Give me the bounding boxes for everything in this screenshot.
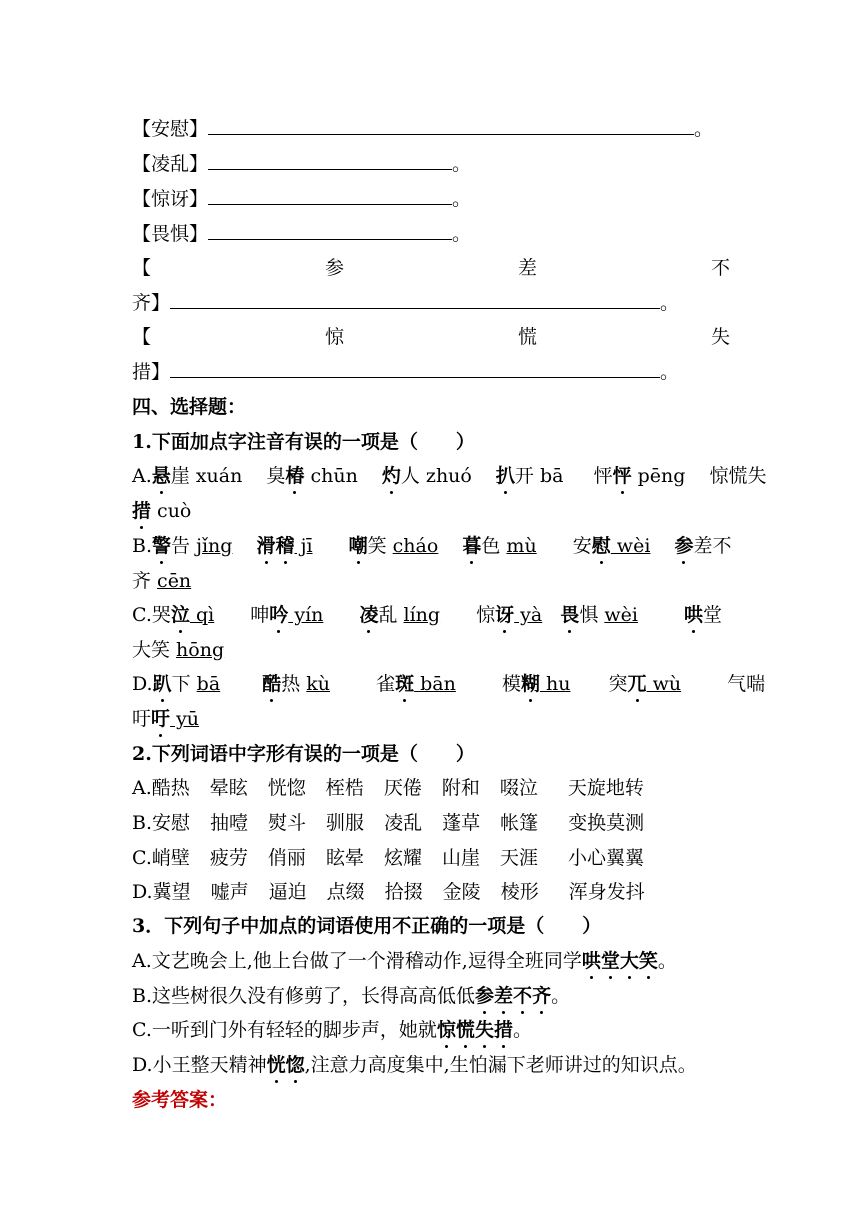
q3-option-c[interactable] — [132, 1015, 532, 1042]
fill-jinghuang-line2 — [132, 357, 679, 384]
word: 惊 — [476, 604, 496, 626]
word: 点缀 — [326, 881, 365, 903]
pinyin: jǐng — [196, 535, 233, 557]
word: 凌乱 — [384, 812, 423, 834]
fill-anwei — [132, 114, 713, 141]
word: 小心翼翼 — [568, 847, 645, 869]
q1-option-a-cont — [132, 496, 191, 523]
fill-jinghuang-line1 — [132, 322, 730, 349]
pinyin: wèi — [610, 535, 651, 557]
q3-option-d[interactable] — [132, 1050, 697, 1077]
word: 啜泣 — [499, 777, 538, 799]
dotted-char: 参 — [674, 531, 693, 558]
dotted-char: 齐 — [532, 981, 551, 1008]
pinyin: yín — [288, 604, 324, 626]
fill-weiju — [132, 219, 471, 246]
dotted-char: 惚 — [286, 1050, 305, 1077]
word: 乱 — [378, 604, 404, 626]
dotted-char: 慰 — [592, 531, 611, 558]
term-label: 【凌乱】 — [132, 153, 209, 175]
term-label: 【安慰】 — [132, 118, 209, 140]
word: 崖 xuán — [170, 465, 243, 487]
word: 惧 — [579, 604, 605, 626]
fill-lingluan — [132, 149, 471, 176]
word: 齐 — [132, 570, 158, 592]
fill-cenci-line1 — [132, 253, 730, 280]
word: 变换莫测 — [568, 812, 645, 834]
word: 告 — [171, 535, 197, 557]
word: 棱形 — [500, 881, 539, 903]
dotted-char: 哄 — [684, 600, 703, 627]
term-char: 齐】 — [132, 292, 171, 314]
word: 惊慌失 — [709, 465, 767, 487]
term-char: 不 — [710, 257, 730, 279]
pinyin: cuò — [151, 500, 192, 522]
period: 。 — [660, 361, 680, 383]
dotted-char: 泣 — [171, 600, 190, 627]
pinyin: pēng — [631, 465, 686, 487]
pinyin: cháo — [392, 535, 439, 557]
word: 天旋地转 — [567, 777, 644, 799]
word: 呻 — [250, 604, 270, 626]
q1-option-b[interactable] — [132, 531, 731, 558]
term-label: 【惊讶】 — [132, 188, 209, 210]
word: 恍惚 — [267, 777, 306, 799]
sentence-end: 。 — [551, 985, 571, 1007]
q1-option-c[interactable] — [132, 600, 722, 627]
word: 色 — [481, 535, 507, 557]
dotted-char: 稽 — [276, 531, 295, 558]
word: 抽噎 — [210, 812, 249, 834]
dotted-char: 差 — [494, 981, 513, 1008]
dotted-char: 酷 — [262, 669, 281, 696]
q2-option-c[interactable] — [132, 843, 644, 870]
pinyin: yū — [170, 708, 200, 730]
fill-cenci-line2 — [132, 288, 679, 315]
dotted-char: 椿 — [285, 461, 304, 488]
word: 人 zhuó — [400, 465, 472, 487]
word: 俏丽 — [267, 847, 306, 869]
answer-blank[interactable] — [208, 116, 694, 135]
period: 。 — [452, 153, 472, 175]
word: 差不 — [693, 535, 732, 557]
word: 安 — [572, 535, 592, 557]
word: 蓬草 — [442, 812, 481, 834]
q1-option-c-cont — [132, 635, 224, 662]
word: 厌倦 — [383, 777, 422, 799]
term-char: 参 — [324, 257, 344, 279]
word: 山崖 — [441, 847, 480, 869]
word: 帐篷 — [500, 812, 539, 834]
sentence: A.文艺晚会上,他上台做了一个滑稽动作,逗得全班同学 — [132, 950, 582, 972]
term-char: 【 — [132, 326, 152, 348]
term-char: 措】 — [132, 361, 171, 383]
dotted-char: 灼 — [382, 461, 401, 488]
dotted-char: 堂 — [601, 946, 620, 973]
word: 雀 — [376, 673, 396, 695]
word: 熨斗 — [268, 812, 307, 834]
pinyin: hōng — [176, 639, 225, 661]
q2-option-d[interactable] — [132, 877, 645, 904]
word: 天涯 — [499, 847, 538, 869]
period: 。 — [694, 118, 714, 140]
pinyin: kù — [306, 673, 331, 695]
sentence-end: ,注意力高度集中,生怕漏下老师讲过的知识点。 — [304, 1054, 697, 1076]
q1-option-b-cont — [132, 566, 191, 593]
dotted-char: 警 — [152, 531, 171, 558]
dotted-char: 糊 — [521, 669, 540, 696]
answer-blank[interactable] — [208, 186, 452, 205]
option-letter: B. — [132, 535, 153, 557]
dotted-char: 怦 — [613, 461, 632, 488]
q3-stem: 3．下列句子中加点的词语使用不正确的一项是（ ） — [132, 915, 602, 937]
dotted-char: 兀 — [628, 669, 647, 696]
pinyin: bā — [196, 673, 221, 695]
pinyin: chūn — [304, 465, 358, 487]
word: 堂 — [703, 604, 723, 626]
dotted-char: 慌 — [456, 1015, 475, 1042]
term-char: 【 — [132, 257, 152, 279]
word: 下 — [171, 673, 197, 695]
dotted-char: 暮 — [462, 531, 481, 558]
answer-blank[interactable] — [170, 290, 660, 309]
word: 桎梏 — [325, 777, 364, 799]
word: 开 bā — [514, 465, 564, 487]
word: 眩晕 — [325, 847, 364, 869]
q2-option-b[interactable] — [132, 808, 644, 835]
pinyin: hu — [539, 673, 571, 695]
sentence: C.一听到门外有轻轻的脚步声，她就 — [132, 1019, 437, 1041]
dotted-char: 惊 — [437, 1015, 456, 1042]
pinyin: líng — [403, 604, 441, 626]
word: 晕眩 — [209, 777, 248, 799]
dotted-char: 笑 — [639, 946, 658, 973]
sentence-end: 。 — [512, 1019, 532, 1041]
period: 。 — [452, 223, 472, 245]
word: 金陵 — [442, 881, 481, 903]
term-char: 差 — [517, 257, 537, 279]
q1-stem: 1.下面加点字注音有误的一项是（ ） — [132, 431, 475, 453]
dotted-char: 哄 — [582, 946, 601, 973]
answer-title: 参考答案： — [132, 1089, 228, 1111]
word: 臭 — [266, 465, 286, 487]
pinyin: cēn — [157, 570, 192, 592]
dotted-char: 滑 — [257, 531, 276, 558]
word: A.酷热 — [132, 777, 190, 799]
word: B.安慰 — [132, 812, 191, 834]
q1-option-a[interactable] — [132, 461, 766, 488]
pinyin: bān — [414, 673, 456, 695]
word: 大笑 — [132, 639, 177, 661]
dotted-char: 趴 — [153, 669, 172, 696]
dotted-char: 讶 — [495, 600, 514, 627]
term-label: 【畏惧】 — [132, 223, 209, 245]
q2-stem: 2.下列词语中字形有误的一项是（ ） — [132, 743, 475, 765]
pinyin: yà — [514, 604, 543, 626]
q2-option-a[interactable] — [132, 773, 644, 800]
word: 浑身发抖 — [568, 881, 645, 903]
q1-option-d[interactable] — [132, 669, 765, 696]
dotted-char: 大 — [620, 946, 639, 973]
q3-option-b[interactable] — [132, 981, 570, 1008]
pinyin: qì — [189, 604, 215, 626]
word: 附和 — [441, 777, 480, 799]
pinyin: mù — [506, 535, 537, 557]
word: C.峭壁 — [132, 847, 190, 869]
option-letter: A. — [132, 465, 152, 487]
dotted-char: 扒 — [496, 461, 515, 488]
dotted-char: 畏 — [560, 600, 579, 627]
answer-blank[interactable] — [208, 151, 452, 170]
term-char: 失 — [710, 326, 730, 348]
q3-option-a[interactable] — [132, 946, 677, 973]
pinyin: jī — [294, 535, 313, 557]
word: 突 — [608, 673, 628, 695]
sentence: D.小王整天精神 — [132, 1054, 267, 1076]
word: 模 — [501, 673, 521, 695]
dotted-char: 恍 — [267, 1050, 286, 1077]
pinyin: wèi — [604, 604, 638, 626]
dotted-char: 措 — [132, 496, 151, 523]
period: 。 — [660, 292, 680, 314]
dotted-char: 不 — [513, 981, 532, 1008]
word: 热 — [281, 673, 307, 695]
word: 拾掇 — [384, 881, 423, 903]
section-title: 四、选择题： — [132, 396, 247, 418]
period: 。 — [452, 188, 472, 210]
sentence: B.这些树很久没有修剪了，长得高高低低 — [132, 985, 476, 1007]
answer-blank[interactable] — [208, 221, 452, 240]
word: 驯服 — [326, 812, 365, 834]
word: 疲劳 — [209, 847, 248, 869]
fill-jingya — [132, 184, 471, 211]
dotted-char: 参 — [475, 981, 494, 1008]
word: 笑 — [367, 535, 393, 557]
word: 气喘 — [727, 673, 766, 695]
term-char: 惊 — [324, 326, 344, 348]
answer-blank[interactable] — [170, 359, 660, 378]
dotted-char: 失 — [475, 1015, 494, 1042]
pinyin: wù — [646, 673, 682, 695]
option-letter: D. — [132, 673, 153, 695]
term-char: 慌 — [517, 326, 537, 348]
word: 怦 — [593, 465, 613, 487]
dotted-char: 措 — [494, 1015, 513, 1042]
dotted-char: 悬 — [152, 461, 171, 488]
option-letter: C. — [132, 604, 152, 626]
word: 嘘声 — [210, 881, 249, 903]
word: D.冀望 — [132, 881, 191, 903]
word: 哭 — [151, 604, 171, 626]
dotted-char: 嘲 — [349, 531, 368, 558]
word: 吁 — [132, 708, 152, 730]
dotted-char: 凌 — [359, 600, 378, 627]
q1-option-d-cont — [132, 704, 199, 731]
word: 逼迫 — [268, 881, 307, 903]
word: 炫耀 — [383, 847, 422, 869]
sentence-end: 。 — [657, 950, 677, 972]
dotted-char: 吟 — [269, 600, 288, 627]
dotted-char: 斑 — [395, 669, 414, 696]
dotted-char: 吁 — [151, 704, 170, 731]
